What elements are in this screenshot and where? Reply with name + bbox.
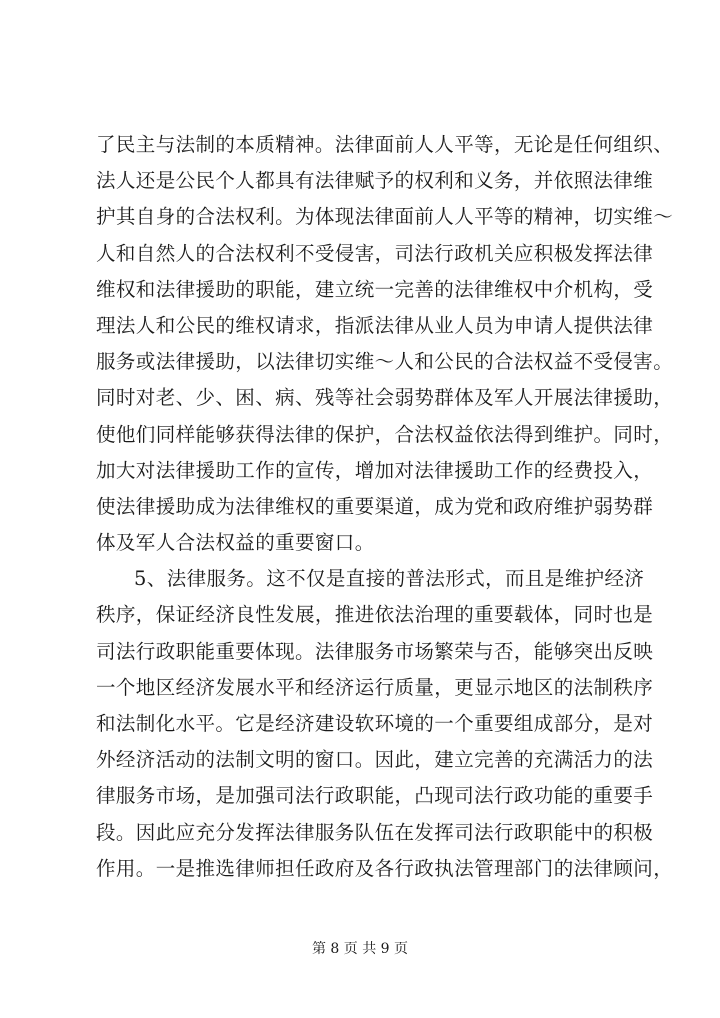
text-line: 体及军人合法权益的重要窗口。 — [96, 531, 375, 555]
text-line: 维权和法律援助的职能，建立统一完善的法律维权中介机构，受 — [96, 277, 654, 301]
text-line: 作用。一是推选律师担任政府及各行政执法管理部门的法律顾问， — [96, 856, 674, 880]
text-line: 司法行政职能重要体现。法律服务市场繁荣与否，能够突出反映 — [96, 639, 654, 663]
text-line: 人和自然人的合法权利不受侵害，司法行政机关应积极发挥法律 — [96, 241, 654, 265]
text-line: 一个地区经济发展水平和经济运行质量，更显示地区的法制秩序 — [96, 675, 654, 699]
page-number-footer: 第 8 页 共 9 页 — [311, 941, 409, 957]
text-line: 律服务市场，是加强司法行政职能，凸现司法行政功能的重要手 — [96, 784, 654, 808]
text-line: 外经济活动的法制文明的窗口。因此，建立完善的充满活力的法 — [96, 748, 654, 772]
text-line: 使法律援助成为法律维权的重要渠道，成为党和政府维护弱势群 — [96, 494, 654, 518]
text-line: 和法制化水平。它是经济建设软环境的一个重要组成部分，是对 — [96, 712, 654, 735]
text-line: 段。因此应充分发挥法律服务队伍在发挥司法行政职能中的积极 — [96, 820, 654, 844]
text-line: 法人还是公民个人都具有法律赋予的权利和义务，并依照法律维 — [96, 169, 654, 193]
text-line: 了民主与法制的本质精神。法律面前人人平等，无论是任何组织、 — [96, 133, 674, 156]
text-line: 加大对法律援助工作的宣传，增加对法律援助工作的经费投入， — [96, 458, 654, 482]
text-line: 秩序，保证经济良性发展，推进依法治理的重要载体，同时也是 — [96, 603, 654, 627]
paragraph-start-line: 5、法律服务。这不仅是直接的普法形式，而且是维护经济 — [134, 567, 645, 591]
document-body — [96, 127, 674, 887]
text-line: 护其自身的合法权利。为体现法律面前人人平等的精神，切实维～ — [96, 205, 674, 229]
text-line: 使他们同样能够获得法律的保护，合法权益依法得到维护。同时， — [96, 422, 674, 446]
text-line: 同时对老、少、困、病、残等社会弱势群体及军人开展法律援助， — [96, 386, 674, 410]
text-line: 理法人和公民的维权请求，指派法律从业人员为申请人提供法律 — [96, 313, 654, 337]
text-line: 服务或法律援助，以法律切实维～人和公民的合法权益不受侵害。 — [96, 350, 674, 374]
